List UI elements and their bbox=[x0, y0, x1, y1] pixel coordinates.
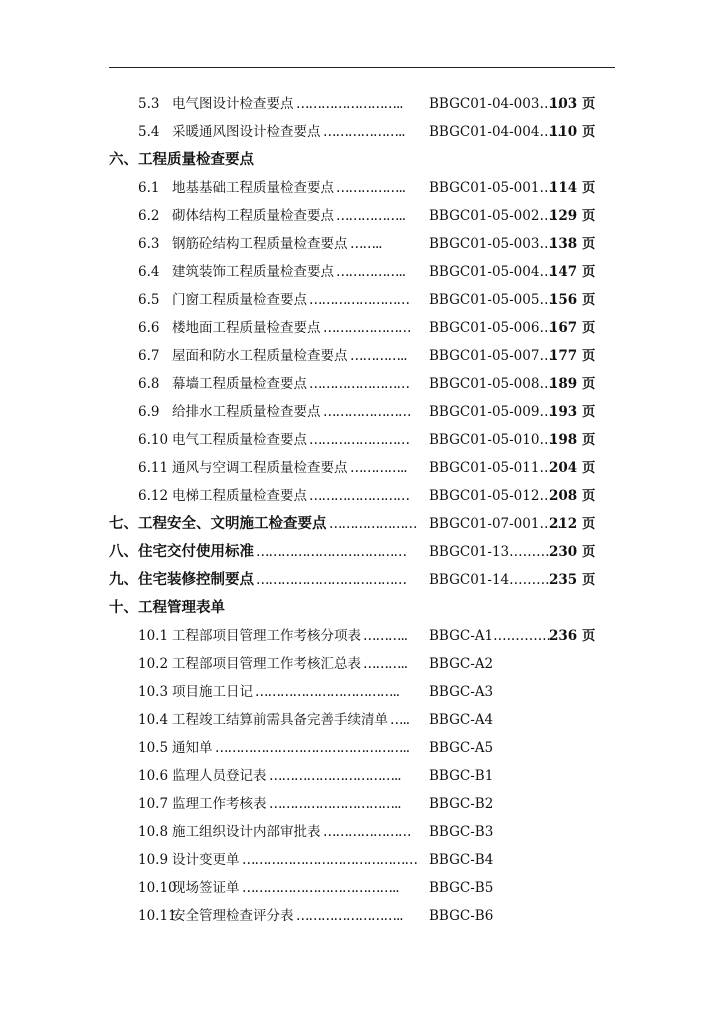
entry-number: 5.3 bbox=[138, 96, 160, 112]
entry-code: BBGC01-05-008…. bbox=[429, 376, 558, 392]
entry-page-number: 235 页 bbox=[549, 572, 596, 588]
leader-dots: ……….. bbox=[363, 656, 408, 672]
entry-number: 10.3 bbox=[138, 684, 169, 700]
entry-title: 工程竣工结算前需具备完善手续清单 bbox=[172, 712, 388, 728]
entry-number: 6.3 bbox=[138, 236, 160, 252]
entry-code: BBGC-B1 bbox=[429, 768, 494, 784]
entry-code: BBGC-B6 bbox=[429, 908, 494, 924]
entry-page-number: 208 页 bbox=[549, 488, 596, 504]
entry-number: 6.11 bbox=[138, 460, 169, 476]
entry-code: BBGC01-05-005…. bbox=[429, 292, 558, 308]
toc-entry bbox=[0, 401, 724, 423]
toc-entry bbox=[0, 317, 724, 339]
section-heading: 九、住宅装修控制要点 bbox=[109, 572, 254, 588]
leader-dots: …………………….. bbox=[296, 908, 403, 924]
toc-section-heading bbox=[0, 541, 724, 563]
entry-code: BBGC01-05-006…. bbox=[429, 320, 558, 336]
toc-entry bbox=[0, 709, 724, 731]
entry-number: 5.4 bbox=[138, 124, 160, 140]
leader-dots: ……………………………… bbox=[256, 544, 406, 560]
toc-entry bbox=[0, 625, 724, 647]
entry-number: 6.6 bbox=[138, 320, 160, 336]
entry-title: 工程部项目管理工作考核分项表 bbox=[172, 628, 361, 644]
toc-entry bbox=[0, 737, 724, 759]
toc-entry bbox=[0, 233, 724, 255]
entry-title: 建筑装饰工程质量检查要点 bbox=[172, 264, 334, 280]
entry-number: 6.1 bbox=[138, 180, 160, 196]
entry-number: 10.5 bbox=[138, 740, 169, 756]
entry-title: 现场签证单 bbox=[172, 880, 240, 896]
entry-number: 10.2 bbox=[138, 656, 169, 672]
leader-dots: …….. bbox=[350, 236, 382, 252]
entry-page-number: 114 页 bbox=[549, 180, 596, 196]
entry-number: 6.2 bbox=[138, 208, 160, 224]
entry-page-number: 189 页 bbox=[549, 376, 596, 392]
toc-entry bbox=[0, 877, 724, 899]
entry-number: 6.10 bbox=[138, 432, 169, 448]
leader-dots: ……………….. bbox=[323, 124, 405, 140]
entry-title: 采暖通风图设计检查要点 bbox=[172, 124, 321, 140]
leader-dots: ………………… bbox=[323, 404, 411, 420]
entry-number: 6.9 bbox=[138, 404, 160, 420]
entry-title: 电气工程质量检查要点 bbox=[172, 432, 307, 448]
entry-page-number: 110 页 bbox=[549, 124, 596, 140]
leader-dots: ……………………………….. bbox=[242, 880, 399, 896]
leader-dots: …………………………….. bbox=[255, 684, 400, 700]
entry-code: BBGC01-05-003…. bbox=[429, 236, 558, 252]
toc-entry bbox=[0, 681, 724, 703]
leader-dots: ………………… bbox=[323, 320, 411, 336]
toc-entry bbox=[0, 793, 724, 815]
entry-page-number: 212 页 bbox=[549, 516, 596, 532]
entry-code: BBGC-B2 bbox=[429, 796, 494, 812]
entry-page-number: 156 页 bbox=[549, 292, 596, 308]
entry-title: 门窗工程质量检查要点 bbox=[172, 292, 307, 308]
entry-number: 10.6 bbox=[138, 768, 169, 784]
entry-title: 幕墙工程质量检查要点 bbox=[172, 376, 307, 392]
toc-section-heading bbox=[0, 513, 724, 535]
entry-title: 安全管理检查评分表 bbox=[172, 908, 294, 924]
entry-code: BBGC-A3 bbox=[429, 684, 494, 700]
toc-entry bbox=[0, 765, 724, 787]
leader-dots: …………………….. bbox=[296, 96, 403, 112]
entry-number: 6.7 bbox=[138, 348, 160, 364]
leader-dots: ….. bbox=[390, 712, 410, 728]
entry-number: 6.4 bbox=[138, 264, 160, 280]
entry-code: BBGC01-05-010…. bbox=[429, 432, 558, 448]
leader-dots: ………………… bbox=[329, 516, 417, 532]
entry-code: BBGC01-05-002…. bbox=[429, 208, 558, 224]
entry-code: BBGC01-14………. bbox=[429, 572, 554, 588]
entry-page-number: 103 页 bbox=[549, 96, 596, 112]
entry-title: 钢筋砼结构工程质量检查要点 bbox=[172, 236, 348, 252]
leader-dots: …………………… bbox=[309, 432, 409, 448]
entry-page-number: 138 页 bbox=[549, 236, 596, 252]
entry-title: 电气图设计检查要点 bbox=[172, 96, 294, 112]
toc-section-heading bbox=[0, 569, 724, 591]
entry-title: 工程部项目管理工作考核汇总表 bbox=[172, 656, 361, 672]
entry-title: 监理人员登记表 bbox=[172, 768, 267, 784]
entry-number: 10.10 bbox=[138, 880, 177, 896]
entry-title: 通风与空调工程质量检查要点 bbox=[172, 460, 348, 476]
entry-title: 屋面和防水工程质量检查要点 bbox=[172, 348, 348, 364]
entry-page-number: 193 页 bbox=[549, 404, 596, 420]
leader-dots: ……………………………… bbox=[256, 572, 406, 588]
section-heading: 七、工程安全、文明施工检查要点 bbox=[109, 516, 327, 532]
toc-entry bbox=[0, 373, 724, 395]
toc-entry bbox=[0, 485, 724, 507]
toc-entry bbox=[0, 905, 724, 927]
leader-dots: ……….. bbox=[363, 628, 408, 644]
entry-title: 楼地面工程质量检查要点 bbox=[172, 320, 321, 336]
entry-code: BBGC01-04-003….. bbox=[429, 96, 562, 112]
toc-entry bbox=[0, 289, 724, 311]
header-rule bbox=[109, 67, 615, 68]
toc-entry bbox=[0, 849, 724, 871]
entry-code: BBGC01-07-001….. bbox=[429, 516, 562, 532]
entry-code: BBGC01-05-007…. bbox=[429, 348, 558, 364]
leader-dots: ………….. bbox=[350, 460, 407, 476]
entry-page-number: 236 页 bbox=[549, 628, 596, 644]
entry-number: 10.7 bbox=[138, 796, 169, 812]
leader-dots: …………….. bbox=[336, 180, 406, 196]
toc-entry bbox=[0, 653, 724, 675]
toc-entry bbox=[0, 177, 724, 199]
entry-code: BBGC01-04-004….. bbox=[429, 124, 562, 140]
entry-title: 设计变更单 bbox=[172, 852, 240, 868]
entry-page-number: 230 页 bbox=[549, 544, 596, 560]
leader-dots: …………….. bbox=[336, 264, 406, 280]
entry-page-number: 204 页 bbox=[549, 460, 596, 476]
entry-title: 通知单 bbox=[172, 740, 213, 756]
leader-dots: …………………………………… bbox=[242, 852, 417, 868]
entry-number: 6.5 bbox=[138, 292, 160, 308]
entry-code: BBGC01-05-001…. bbox=[429, 180, 558, 196]
entry-number: 10.8 bbox=[138, 824, 169, 840]
entry-title: 地基基础工程质量检查要点 bbox=[172, 180, 334, 196]
entry-title: 项目施工日记 bbox=[172, 684, 253, 700]
entry-title: 电梯工程质量检查要点 bbox=[172, 488, 307, 504]
toc-entry bbox=[0, 121, 724, 143]
section-heading: 六、工程质量检查要点 bbox=[109, 152, 254, 168]
entry-number: 6.8 bbox=[138, 376, 160, 392]
entry-number: 10.11 bbox=[138, 908, 177, 924]
entry-code: BBGC01-05-012…. bbox=[429, 488, 558, 504]
entry-code: BBGC-A5 bbox=[429, 740, 494, 756]
toc-section-heading bbox=[0, 149, 724, 171]
toc-section-heading bbox=[0, 597, 724, 619]
leader-dots: …………………… bbox=[309, 376, 409, 392]
leader-dots: ………….. bbox=[350, 348, 407, 364]
section-heading: 八、住宅交付使用标准 bbox=[109, 544, 254, 560]
entry-code: BBGC-A4 bbox=[429, 712, 494, 728]
toc-entry bbox=[0, 261, 724, 283]
entry-code: BBGC-B3 bbox=[429, 824, 494, 840]
entry-page-number: 147 页 bbox=[549, 264, 596, 280]
leader-dots: …………………… bbox=[309, 292, 409, 308]
entry-title: 监理工作考核表 bbox=[172, 796, 267, 812]
entry-title: 给排水工程质量检查要点 bbox=[172, 404, 321, 420]
toc-entry bbox=[0, 205, 724, 227]
leader-dots: …………………… bbox=[309, 488, 409, 504]
toc-entry bbox=[0, 345, 724, 367]
entry-title: 砌体结构工程质量检查要点 bbox=[172, 208, 334, 224]
toc-entry bbox=[0, 821, 724, 843]
entry-number: 10.9 bbox=[138, 852, 169, 868]
entry-code: BBGC-A2 bbox=[429, 656, 494, 672]
entry-number: 10.4 bbox=[138, 712, 169, 728]
entry-page-number: 167 页 bbox=[549, 320, 596, 336]
leader-dots: ………………………….. bbox=[269, 768, 401, 784]
leader-dots: ………………… bbox=[323, 824, 411, 840]
entry-number: 6.12 bbox=[138, 488, 169, 504]
entry-code: BBGC01-13………. bbox=[429, 544, 554, 560]
entry-code: BBGC01-05-004…. bbox=[429, 264, 558, 280]
toc-entry bbox=[0, 457, 724, 479]
entry-title: 施工组织设计内部审批表 bbox=[172, 824, 321, 840]
leader-dots: ……………………………………….. bbox=[215, 740, 410, 756]
entry-number: 10.1 bbox=[138, 628, 169, 644]
entry-page-number: 129 页 bbox=[549, 208, 596, 224]
entry-code: BBGC01-05-009…. bbox=[429, 404, 558, 420]
section-heading: 十、工程管理表单 bbox=[109, 600, 225, 616]
toc-entry bbox=[0, 93, 724, 115]
entry-page-number: 198 页 bbox=[549, 432, 596, 448]
entry-page-number: 177 页 bbox=[549, 348, 596, 364]
entry-code: BBGC-B5 bbox=[429, 880, 494, 896]
entry-code: BBGC-A1…..…….. bbox=[429, 628, 551, 644]
entry-code: BBGC-B4 bbox=[429, 852, 494, 868]
toc-entry bbox=[0, 429, 724, 451]
leader-dots: ………………………….. bbox=[269, 796, 401, 812]
leader-dots: …………….. bbox=[336, 208, 406, 224]
entry-code: BBGC01-05-011…. bbox=[429, 460, 558, 476]
